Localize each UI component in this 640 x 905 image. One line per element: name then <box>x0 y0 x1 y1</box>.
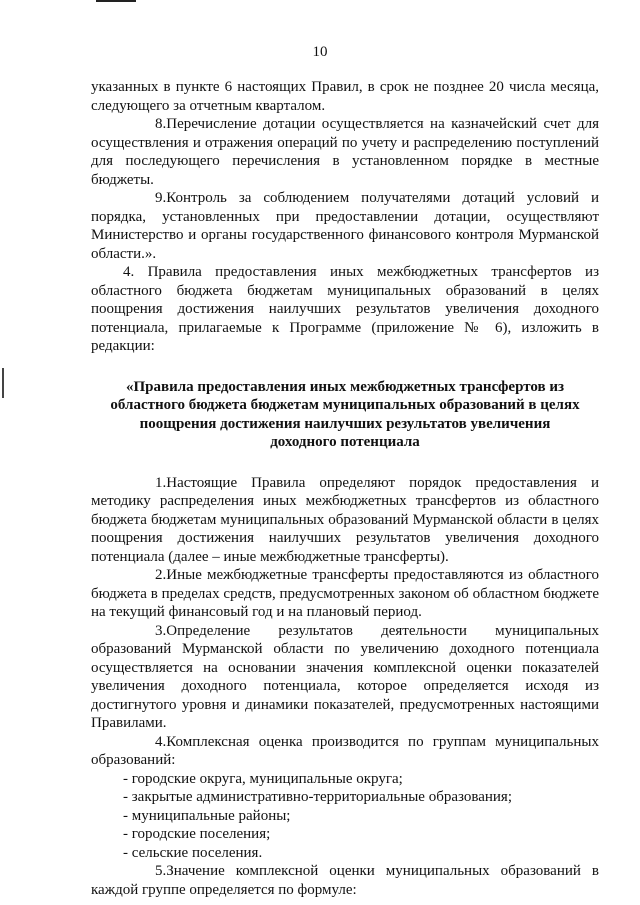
list-item: - городские поселения; <box>123 826 271 842</box>
top-edge-line <box>96 0 136 2</box>
paragraph-number: 9. <box>155 190 167 206</box>
paragraph-number: 1. <box>155 474 167 491</box>
margin-mark <box>2 368 4 398</box>
list-item: - городские округа, муниципальные округа; <box>123 770 403 787</box>
paragraph <box>91 189 599 263</box>
paragraph-text: Настоящие Правила определяют порядок предоставления и методику распределения иных межбюджетных трансфертов из областного бюджета бюджетам муниципальных образований Мурманской области в целях поощрения достижения наилучших результатов увеличения доходного потенциала (далее – иные межбюджетные трансферты). <box>91 474 599 565</box>
paragraph-number: 4. <box>123 264 135 280</box>
page-number: 10 <box>312 44 328 60</box>
paragraph <box>91 566 599 622</box>
paragraph-text: указанных в пункте 6 настоящих Правил, в срок не позднее 20 числа месяца, следующего за отчетным кварталом. <box>91 79 599 114</box>
paragraph <box>91 115 599 189</box>
paragraph-number: 5. <box>155 863 167 879</box>
paragraph-text: Иные межбюджетные трансферты предоставляются из областного бюджета в пределах средств, предусмотренных законом об областном бюджете на текущий финансовый год и на плановый период. <box>91 567 599 620</box>
list-item: - муниципальные районы; <box>123 807 291 824</box>
paragraph <box>91 474 599 567</box>
paragraph <box>91 862 599 899</box>
section-heading: «Правила предоставления иных межбюджетных трансфертов из областного бюджета бюджетам муниципальных образований в целях поощрения достижения наилучших результатов увеличения доходного потенциала <box>110 378 580 450</box>
paragraph <box>91 622 599 733</box>
paragraph-text: Значение комплексной оценки муниципальных образований в каждой группе определяется по формуле: <box>91 863 599 898</box>
paragraph-text: Определение результатов деятельности муниципальных образований Мурманской области по увеличению доходного потенциала осуществляется на основании значения комплексной оценки показателей увеличения доходного потенциала, которое определяется исходя из достигнутого уровня и динамики показателей, предусмотренных настоящими Правилами. <box>91 622 599 731</box>
paragraph <box>91 733 599 770</box>
paragraph-number: 2. <box>155 567 167 583</box>
paragraph <box>91 263 599 356</box>
paragraph-text: Перечисление дотации осуществляется на казначейский счет для осуществления и отражения операций по учету и распределению поступлений для последующего перечисления в установленном порядке в местные бюджеты. <box>91 116 599 188</box>
list-item: - сельские поселения. <box>123 844 263 861</box>
paragraph-number: 8. <box>155 116 167 132</box>
paragraph-number: 4. <box>155 733 167 750</box>
document-body <box>91 78 599 899</box>
paragraph-text: Правила предоставления иных межбюджетных трансфертов из областного бюджета бюджетам муниципальных образований в целях поощрения достижения наилучших результатов увеличения доходного потенциала, прилагаемые к Программе (приложение № 6), изложить в редакции: <box>91 264 600 354</box>
list-item: - закрытые административно-территориальные образования; <box>123 789 512 805</box>
paragraph-text: Комплексная оценка производится по группам муниципальных образований: <box>91 733 599 768</box>
paragraph-text: Контроль за соблюдением получателями дотаций условий и порядка, установленных при предоставлении дотации, осуществляют Министерство и органы государственного финансового контроля Мурманской области.». <box>91 190 599 262</box>
paragraph <box>91 78 599 115</box>
paragraph-number: 3. <box>155 622 167 639</box>
